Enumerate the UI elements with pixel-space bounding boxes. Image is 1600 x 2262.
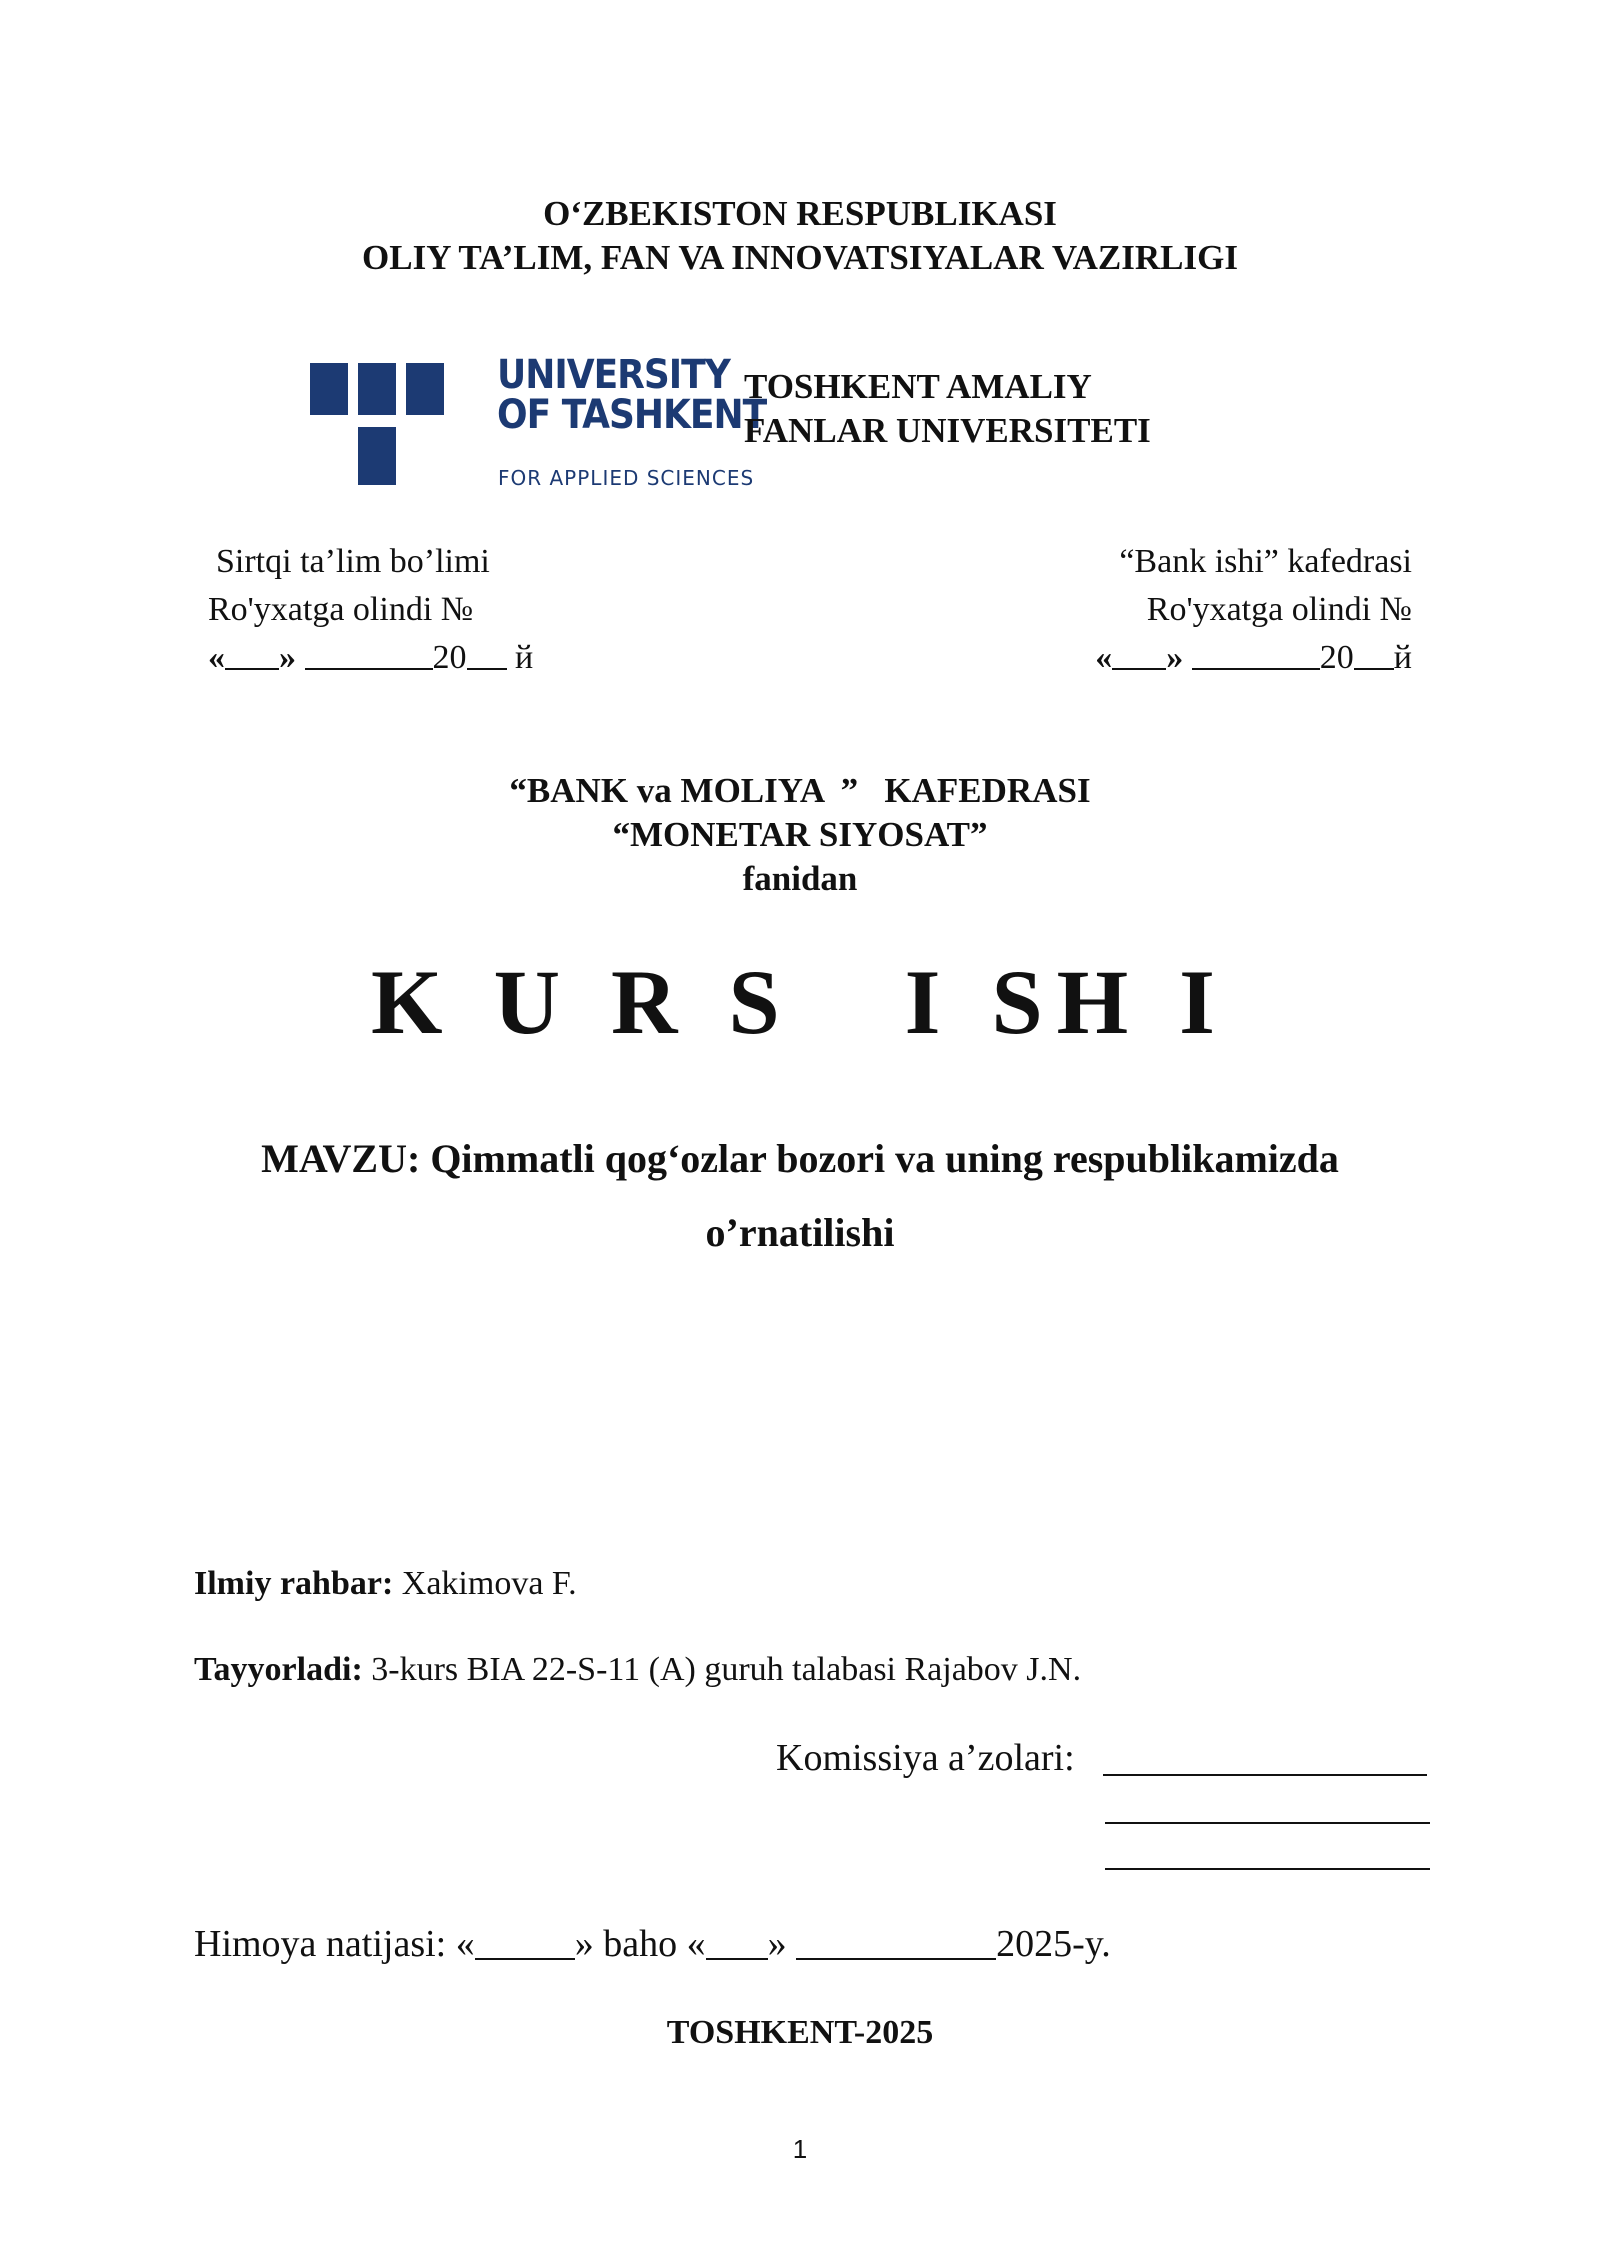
logo-subtext: FOR APPLIED SCIENCES — [498, 466, 755, 490]
topic-line-1: MAVZU: Qimmatli qog‘ozlar bozori va uning respublikamizda — [261, 1136, 1339, 1181]
prepared-label: Tayyorladi: — [194, 1651, 363, 1688]
subject-suffix: fanidan — [742, 859, 858, 898]
right-block-date: « » 20 й — [1095, 639, 1412, 676]
left-registration-block — [208, 538, 533, 682]
logo-square-3 — [406, 363, 444, 415]
commission-line-3 — [1105, 1868, 1430, 1870]
logo-square-1 — [310, 363, 348, 415]
logo-square-4 — [358, 427, 396, 485]
logo-square-2 — [358, 363, 396, 415]
logo-text: UNIVERSITY OF TASHKENT — [497, 352, 767, 438]
department-name: “BANK va MOLIYA ” KAFEDRASI — [509, 771, 1091, 810]
left-block-dept: Sirtqi ta’lim bo’limi — [216, 543, 490, 580]
defense-result-line: Himoya natijasi: « » baho « » 2025-y. — [194, 1923, 1111, 1965]
header-line-1: O‘ZBEKISTON RESPUBLIKASI — [543, 194, 1057, 233]
page-number: 1 — [792, 2134, 808, 2164]
department-block — [0, 769, 1600, 901]
prepared-by-line — [194, 1648, 1081, 1692]
right-registration-block — [1095, 538, 1412, 682]
subject-name: “MONETAR SIYOSAT” — [612, 815, 988, 854]
ministry-header — [0, 192, 1600, 280]
header-line-2: OLIY TA’LIM, FAN VA INNOVATSIYALAR VAZIRLIGI — [362, 238, 1238, 277]
document-title: K U R S I SH I — [371, 951, 1229, 1053]
left-block-date: « » 20 й — [208, 639, 534, 676]
supervisor-value: Xakimova F. — [401, 1565, 577, 1602]
commission-line-1 — [1103, 1774, 1427, 1776]
supervisor-label: Ilmiy rahbar: — [194, 1565, 394, 1602]
commission-label: Komissiya a’zolari: — [776, 1737, 1075, 1779]
city-year: TOSHKENT-2025 — [666, 2014, 934, 2051]
topic-block — [0, 1122, 1600, 1270]
prepared-value: 3-kurs BIA 22-S-11 (A) guruh talabasi Rajabov J.N. — [371, 1651, 1082, 1688]
university-logo — [310, 352, 767, 495]
right-block-dept: “Bank ishi” kafedrasi — [1119, 543, 1412, 580]
right-block-reg: Ro'yxatga olindi № — [1146, 591, 1412, 628]
commission-line-2 — [1105, 1822, 1430, 1824]
supervisor-line — [194, 1562, 577, 1606]
topic-line-2: o’rnatilishi — [705, 1210, 895, 1255]
university-name: TOSHKENT AMALIY FANLAR UNIVERSITETI — [744, 367, 1151, 450]
left-block-reg: Ro'yxatga olindi № — [208, 591, 474, 628]
